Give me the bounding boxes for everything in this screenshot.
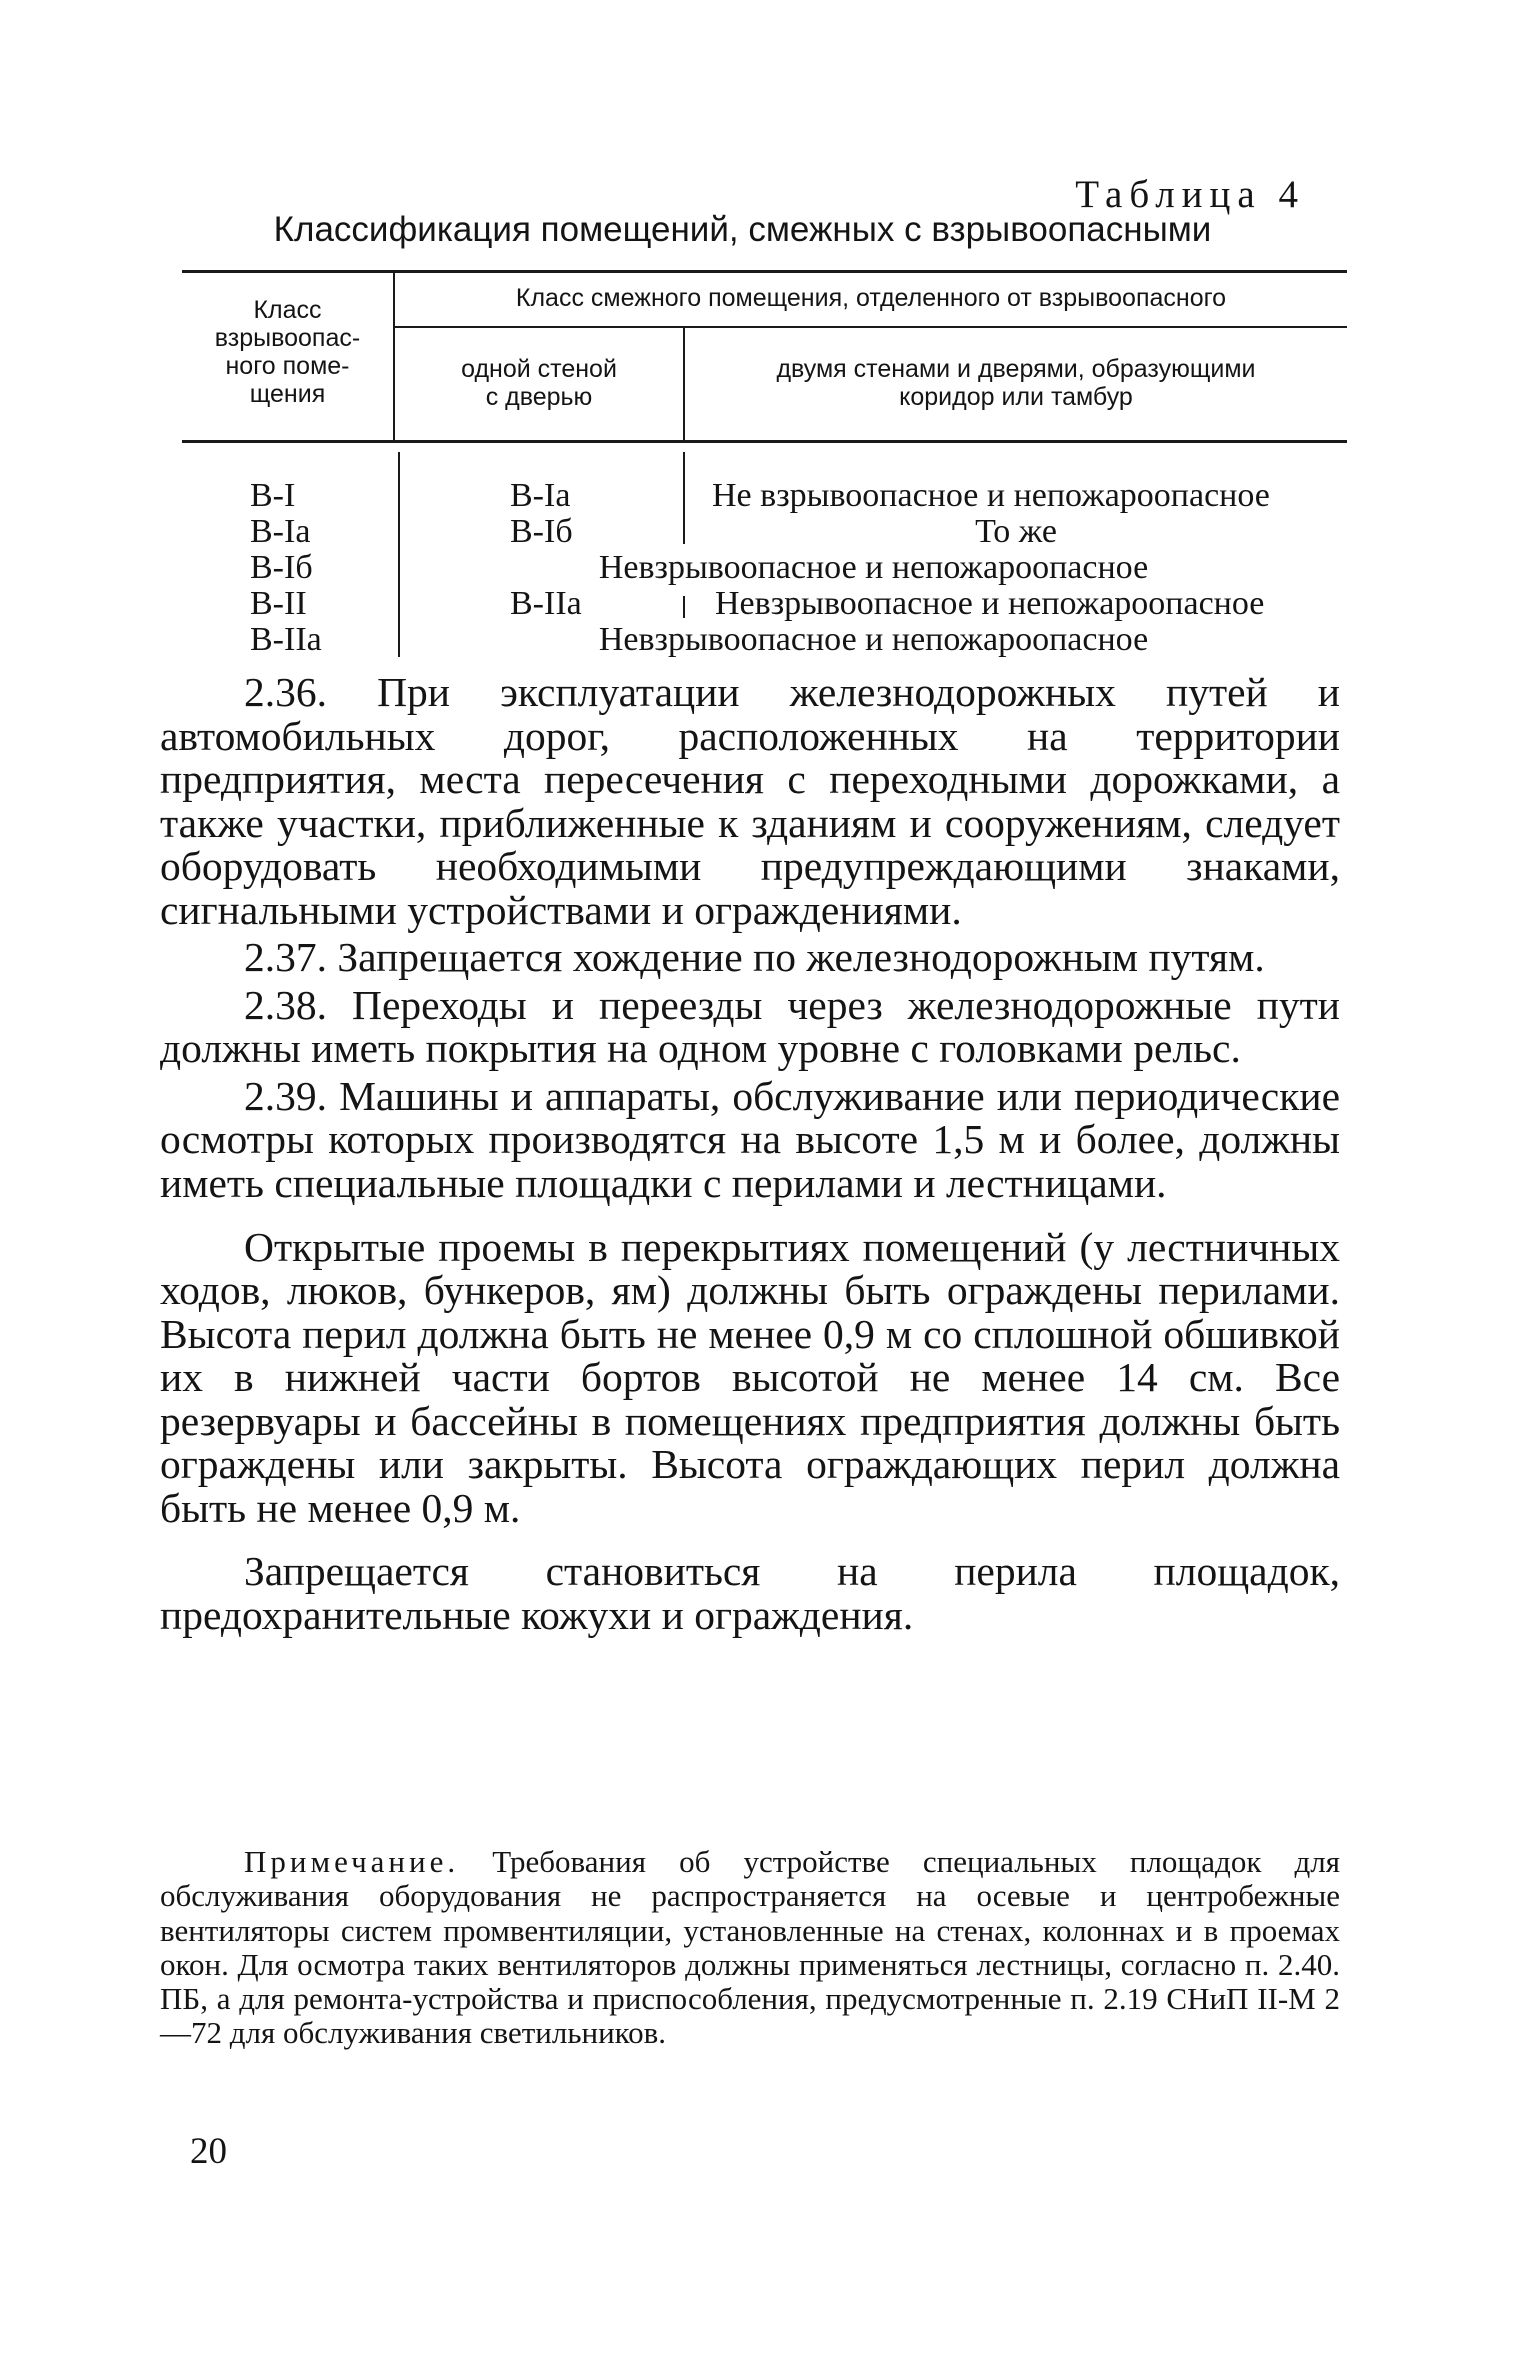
paragraph: 2.37. Запрещается хождение по железнодорожным путям.: [244, 934, 1265, 981]
header-adjacent-class: Класс смежного помещения, отделенного от взрывоопасного: [515, 284, 1227, 312]
row-class: В-I: [250, 477, 296, 514]
table-subheader-rule: [395, 326, 1347, 328]
row-class: В-II: [250, 585, 307, 622]
note: [160, 1845, 1340, 2051]
body-text: [160, 671, 1340, 1641]
header-line: с дверью: [485, 383, 593, 411]
header-line: двумя стенами и дверями, образующими: [776, 355, 1256, 383]
note-text: Требования об устройстве специальных площадок для обслуживания оборудования не распространяется на осевые и центробежные вентиляторы систем промвентиляции, установленные на стенах, колоннах и в проемах окон. Для осмотра таких вентиляторов должны применяться лестницы, согласно п. 2.40. ПБ, а для ремонта-устройства и приспособления, предусмотренные п. 2.19 СНиП II-М 2—72 для обслуживания светильников.: [160, 1844, 1341, 2051]
header-room-class: [182, 296, 393, 408]
note-label: Примечание.: [244, 1844, 460, 1879]
paragraph: Запрещается становиться на перила площадок, предохранительные кожухи и ограждения.: [160, 1548, 1340, 1638]
paragraph: 2.38. Переходы и переезды через железнодорожные пути должны иметь покрытия на одном уровне с головками рельс.: [160, 981, 1340, 1072]
row-merged: Невзрывоопасное и непожароопасное: [598, 549, 1149, 586]
table-top-rule: [182, 270, 1347, 273]
table-label: Таблица 4: [1075, 173, 1305, 216]
paragraph: Открытые проемы в перекрытиях помещений (у лестничных ходов, люков, бункеров, ям) должны быть ограждены перилами. Высота перил должна быть не менее 0,9 м со сплошной обшивкой их в нижней части бортов высотой не менее 14 см. Все резервуары и бассейны в помещениях предприятия должны быть ограждены или закрыты. Высота ограждающих перил должна быть не менее 0,9 м.: [160, 1223, 1340, 1531]
row-two-walls: Не взрывоопасное и непожароопасное: [712, 477, 1270, 514]
paragraph: 2.36. При эксплуатации железнодорожных путей и автомобильных дорог, расположенных на территории предприятия, места пересечения с переходными дорожками, а также участки, приближенные к зданиям и сооружениям, следует оборудовать необходимыми предупреждающими знаками, сигнальными устройствами и ограждениями.: [160, 669, 1340, 933]
row-one-wall: В-IIа: [510, 585, 582, 622]
row-one-wall: В-Iб: [510, 513, 573, 550]
header-line: ного поме-: [225, 352, 350, 380]
row-merged: Невзрывоопасное и непожароопасное: [598, 621, 1149, 658]
header-two-walls: [685, 355, 1347, 411]
row-two-walls: Невзрывоопасное и непожароопасное: [715, 585, 1265, 622]
header-line: взрывоопас-: [214, 324, 361, 352]
row-class: В-Iа: [250, 513, 311, 550]
header-one-wall: [395, 355, 683, 411]
table-title: Классификация помещений, смежных с взрывоопасными: [273, 210, 1212, 249]
table-header-bottom-rule: [182, 440, 1347, 443]
row-two-walls: То же: [975, 513, 1057, 550]
page-number: 20: [190, 2131, 227, 2172]
header-line: коридор или тамбур: [899, 383, 1133, 411]
table-body-subcolumn-divider-short: [683, 596, 685, 618]
row-class: В-Iб: [250, 549, 313, 586]
row-class: В-IIа: [250, 621, 322, 658]
paragraph: 2.39. Машины и аппараты, обслуживание или периодические осмотры которых производятся на высоте 1,5 м и более, должны иметь специальные площадки с перилами и лестницами.: [160, 1072, 1340, 1207]
row-one-wall: В-Iа: [510, 477, 571, 514]
header-line: щения: [249, 380, 326, 408]
note-paragraph: [160, 1845, 1340, 2051]
header-line: Класс: [253, 296, 322, 324]
header-line: одной стеной: [461, 355, 617, 383]
